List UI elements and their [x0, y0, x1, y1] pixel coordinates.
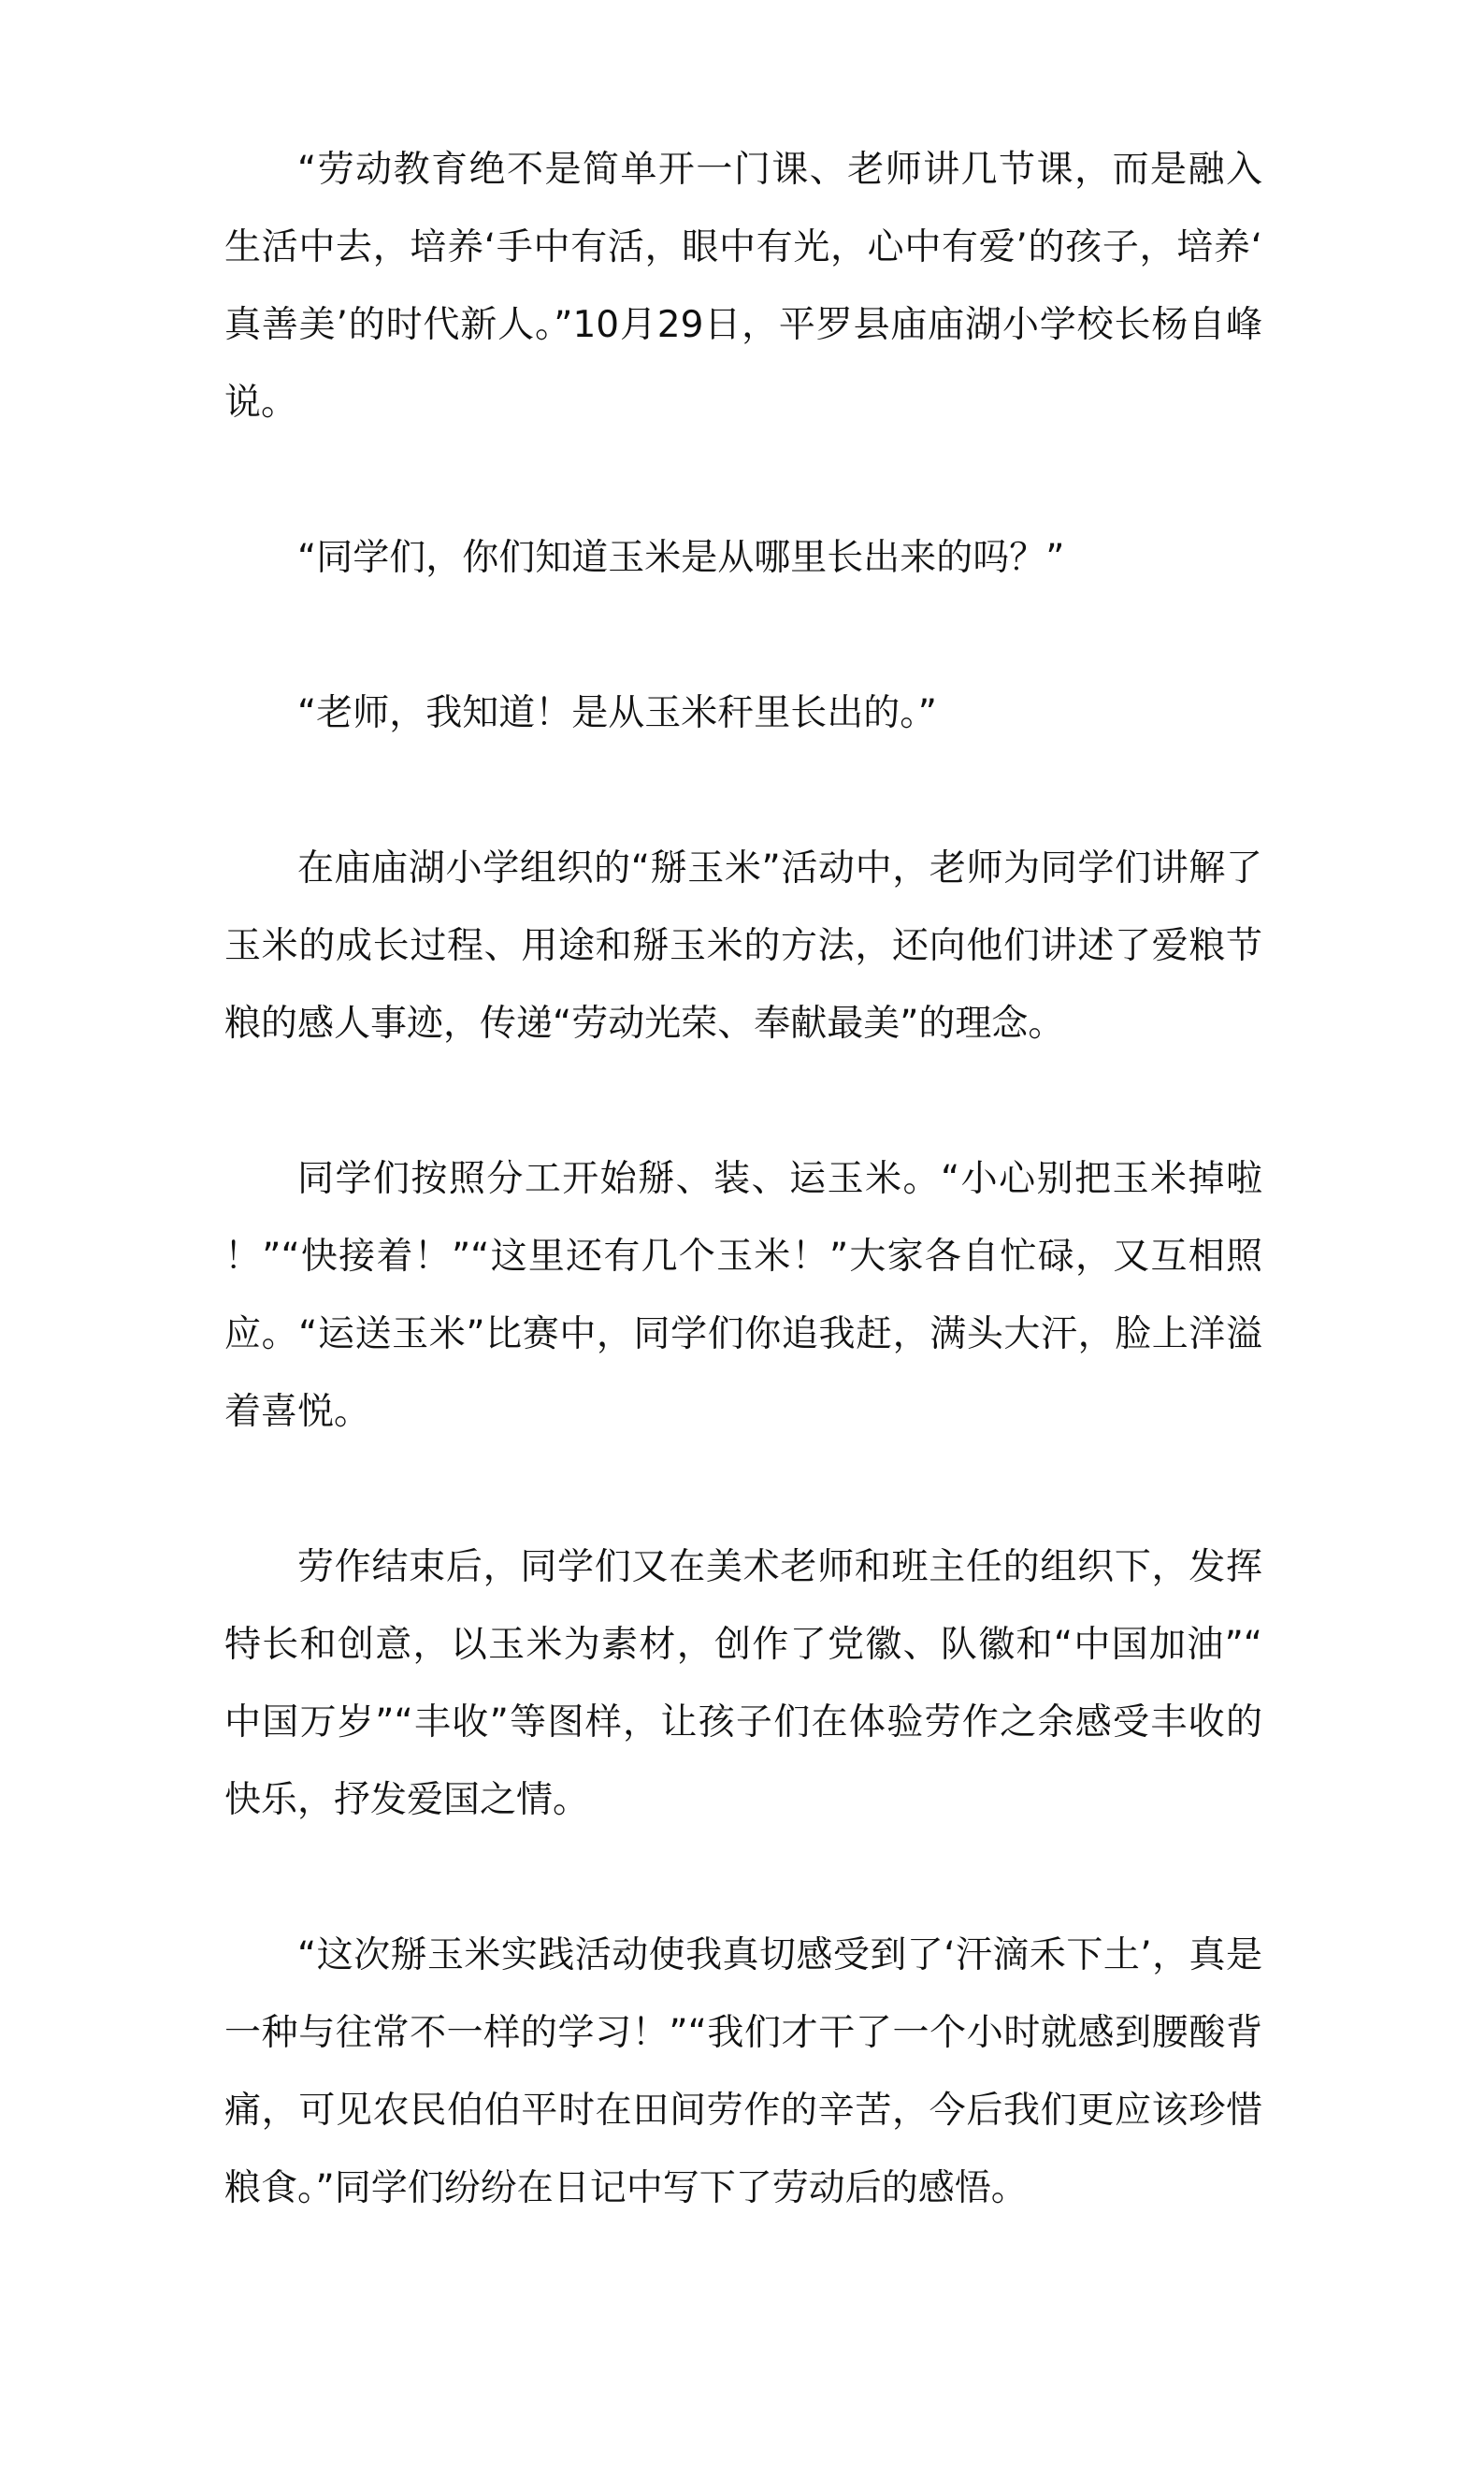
paragraph-harvest-work: 同学们按照分工开始掰、装、运玉米。“小心别把玉米掉啦！”“快接着！”“这里还有几个玉米！”大家各自忙碌，又互相照应。“运送玉米”比赛中，同学们你追我赶，满头大汗，脸上洋溢着喜悦。: [224, 1158, 1262, 1433]
paragraph-activity-intro: 在庙庙湖小学组织的“掰玉米”活动中，老师为同学们讲解了玉米的成长过程、用途和掰玉米的方法，还向他们讲述了爱粮节粮的感人事迹，传递“劳动光荣、奉献最美”的理念。: [224, 847, 1262, 1045]
paragraph-student-reflections: “这次掰玉米实践活动使我真切感受到了‘汗滴禾下土’，真是一种与往常不一样的学习！”“我们才干了一个小时就感到腰酸背痛，可见农民伯伯平时在田间劳作的辛苦，今后我们更应该珍惜粮食。”同学们纷纷在日记中写下了劳动后的感悟。: [224, 1934, 1262, 2209]
paragraph-teacher-question: “同学们，你们知道玉米是从哪里长出来的吗？”: [297, 537, 1065, 579]
article-body: [224, 131, 1262, 2227]
paragraph-art-creation: 劳作结束后，同学们又在美术老师和班主任的组织下，发挥特长和创意，以玉米为素材，创作了党徽、队徽和“中国加油”“中国万岁”“丰收”等图样，让孩子们在体验劳作之余感受丰收的快乐，抒发爱国之情。: [224, 1546, 1262, 1821]
paragraph-principal-quote: “劳动教育绝不是简单开一门课、老师讲几节课，而是融入生活中去，培养‘手中有活，眼中有光，心中有爱’的孩子，培养‘真善美’的时代新人。”10月29日，平罗县庙庙湖小学校长杨自峰说。: [224, 149, 1262, 424]
paragraph-student-answer: “老师，我知道！是从玉米秆里长出的。”: [297, 692, 937, 734]
